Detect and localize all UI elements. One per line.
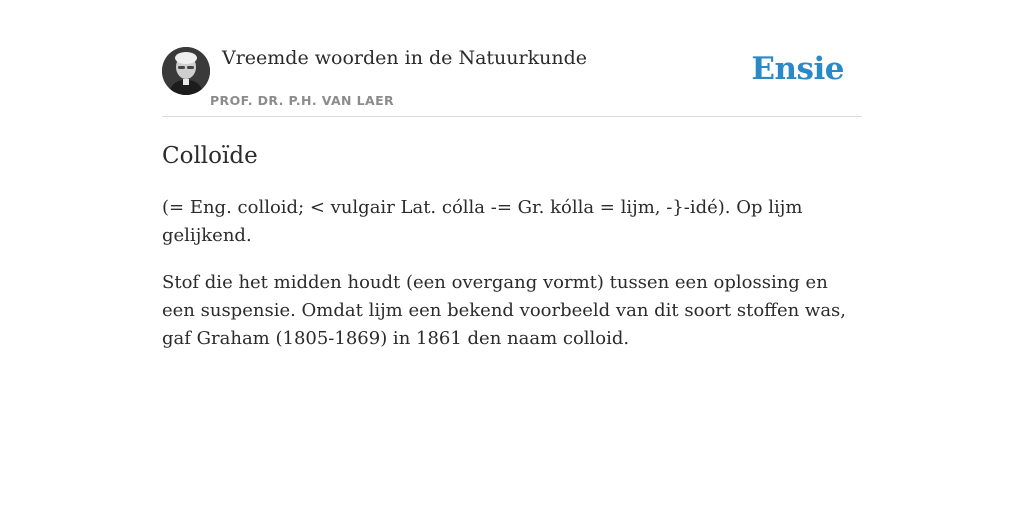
ensie-logo[interactable]: Ensie	[751, 51, 844, 87]
header	[162, 0, 862, 117]
entry-definition: Stof die het midden houdt (een overgang vormt) tussen een oplossing en een suspensie. Omdat lijm een bekend voorbeeld van dit soort stoffen was, gaf Graham (1805-1869) in 1861 den naam colloid.	[162, 272, 847, 349]
author-name[interactable]: PROF. DR. P.H. VAN LAER	[210, 93, 395, 108]
author-avatar[interactable]	[162, 47, 210, 95]
portrait-icon	[162, 47, 210, 95]
page-container	[162, 0, 862, 353]
entry-title: Colloïde	[162, 143, 258, 169]
book-title-link[interactable]: Vreemde woorden in de Natuurkunde	[222, 47, 587, 69]
entry-etymology: (= Eng. colloid; < vulgair Lat. cólla -= Gr. kólla = lijm, -}-idé). Op lijm gelijkend.	[162, 197, 803, 246]
